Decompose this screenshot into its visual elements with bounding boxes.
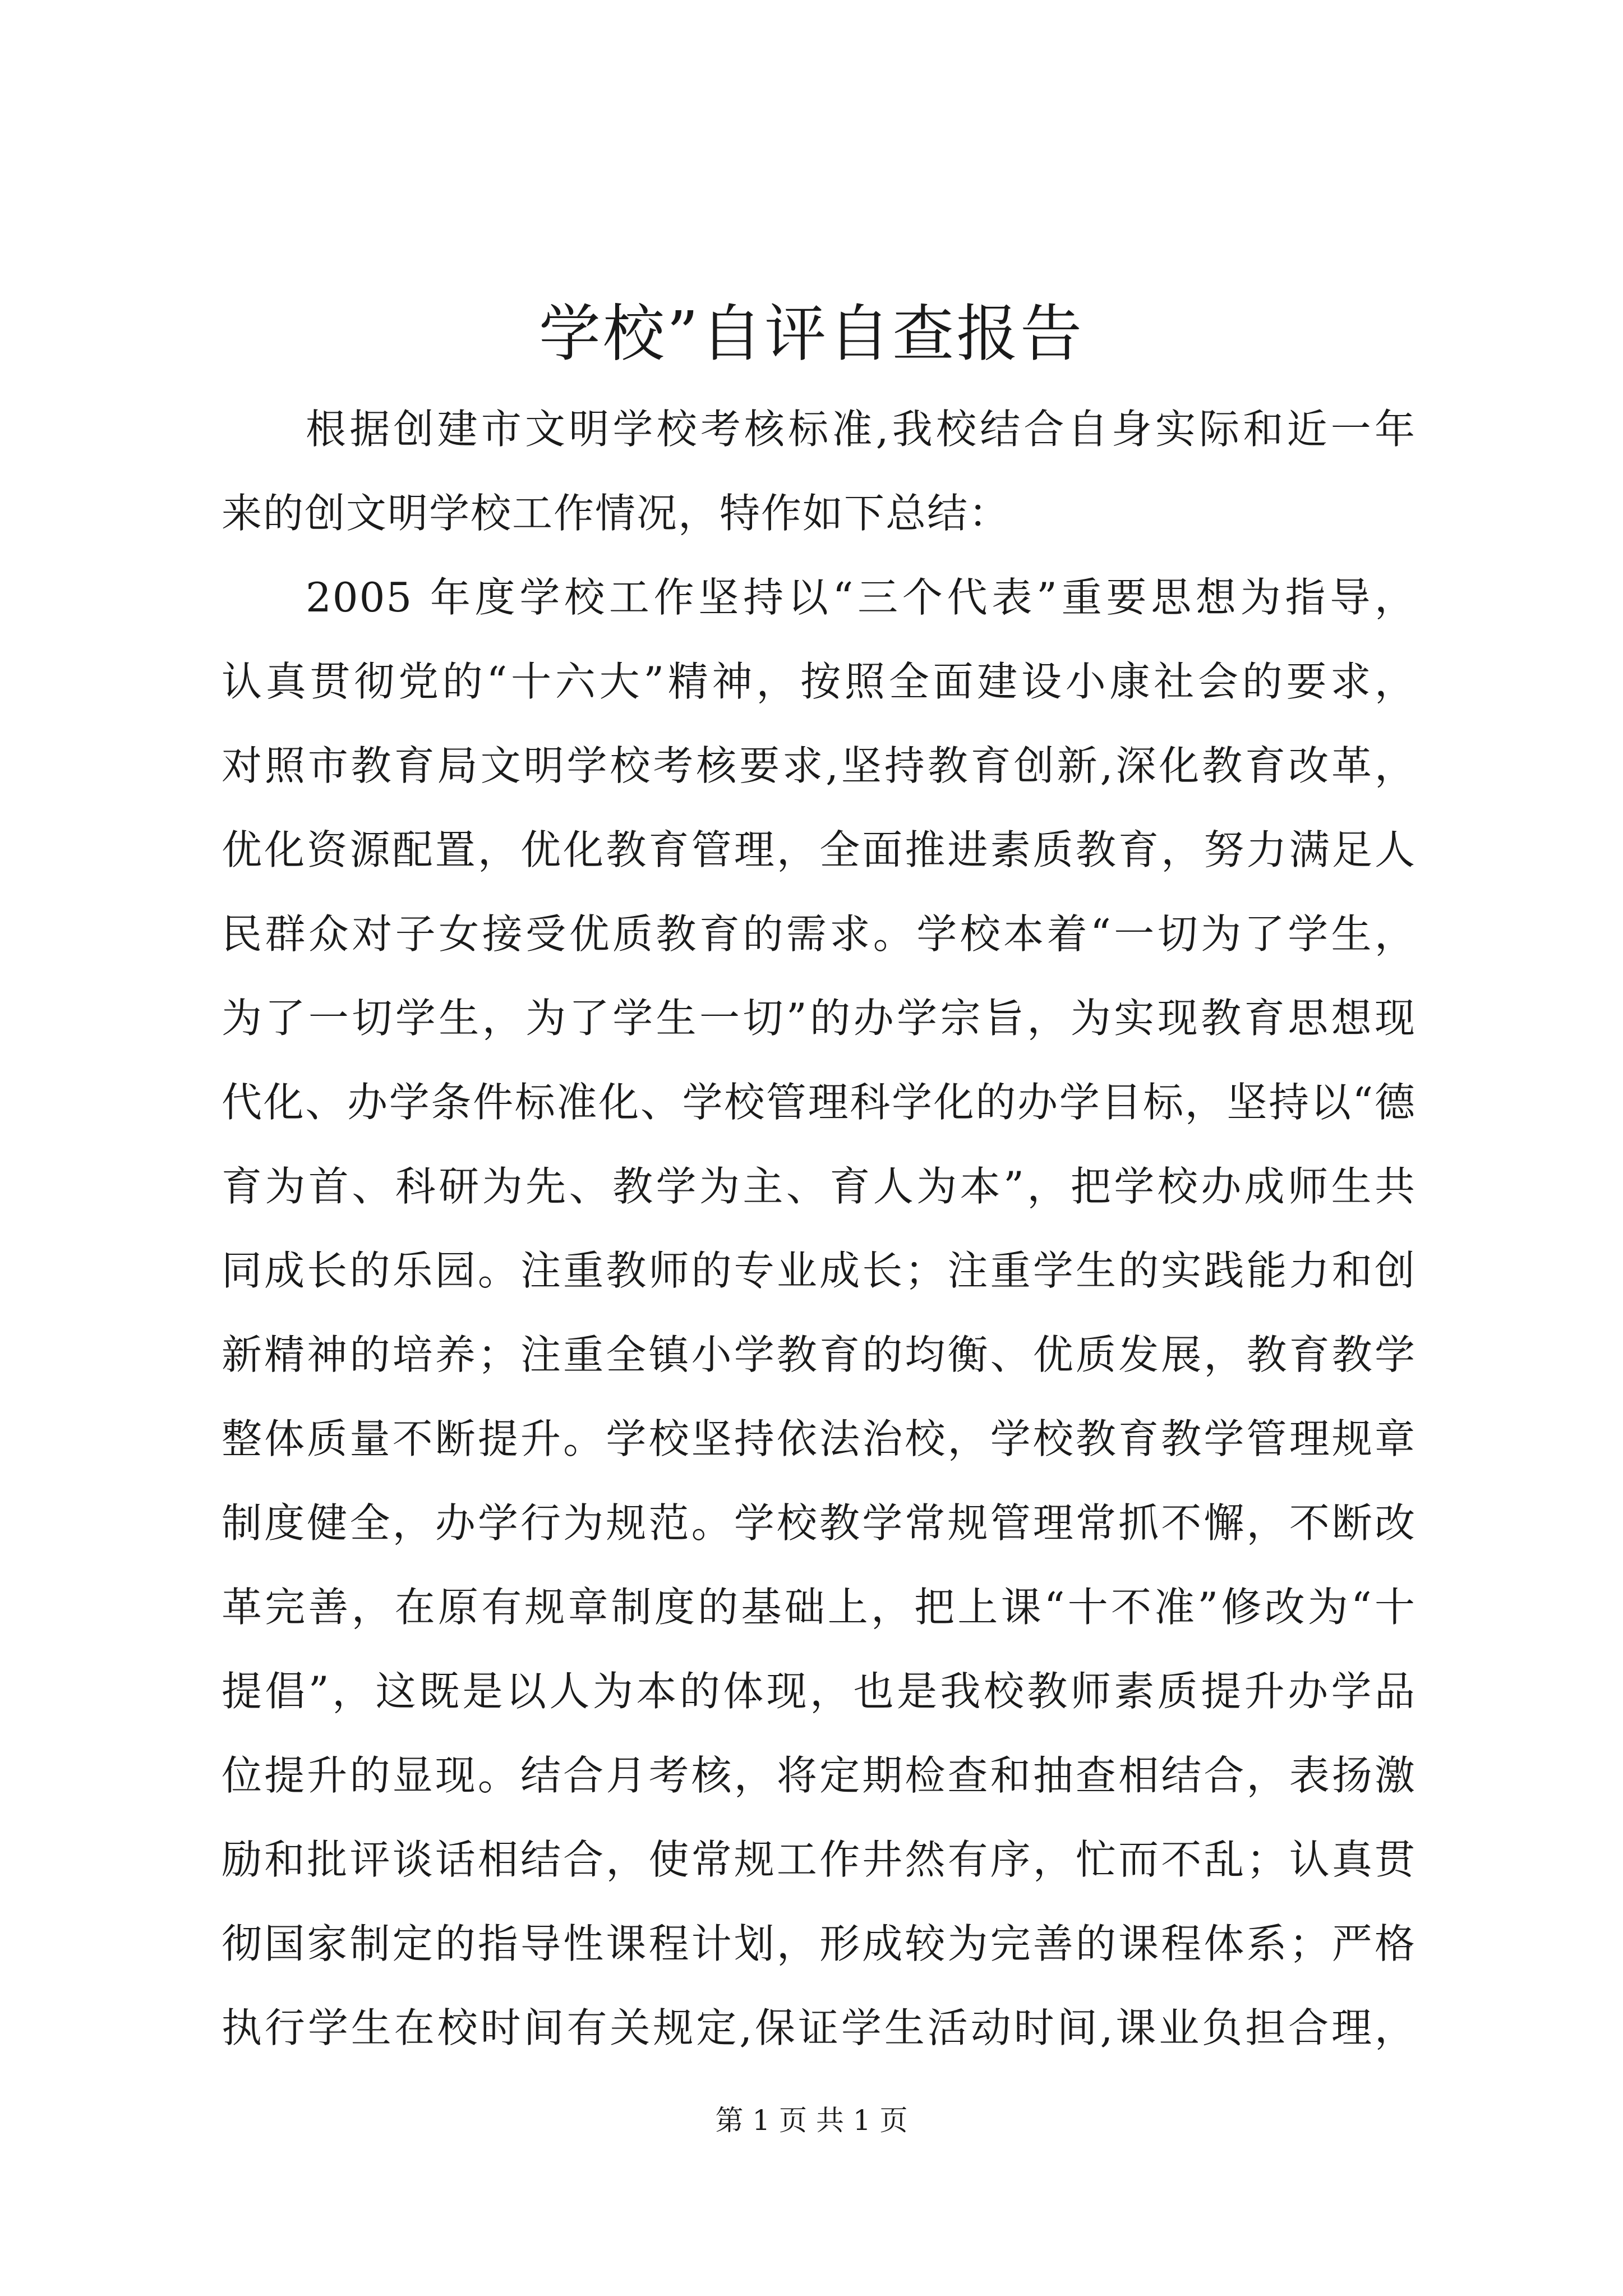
paragraph-line: 制度健全，办学行为规范。学校教学常规管理常抓不懈，不断改: [222, 1499, 1416, 1547]
paragraph-1: [222, 387, 1416, 555]
paragraph-line: 2005 年度学校工作坚持以“三个代表”重要思想为指导，: [306, 574, 1416, 621]
paragraph-line: 同成长的乐园。注重教师的专业成长；注重学生的实践能力和创: [222, 1247, 1416, 1294]
paragraph-line: 提倡”，这既是以人为本的体现，也是我校教师素质提升办学品: [222, 1668, 1416, 1715]
page-footer: 第 1 页 共 1 页: [715, 2104, 908, 2137]
paragraph-line: 励和批评谈话相结合，使常规工作井然有序，忙而不乱；认真贯: [222, 1836, 1416, 1883]
paragraph-line: 对照市教育局文明学校考核要求,坚持教育创新,深化教育改革，: [222, 742, 1416, 789]
paragraph-line: 根据创建市文明学校考核标准,我校结合自身实际和近一年: [306, 406, 1416, 453]
document-title: 学校”自评自查报告: [538, 298, 1085, 370]
paragraph-line: 认真贯彻党的“十六大”精神，按照全面建设小康社会的要求，: [222, 658, 1416, 705]
paragraph-line: 优化资源配置，优化教育管理，全面推进素质教育，努力满足人: [222, 826, 1416, 873]
paragraph-line: 来的创文明学校工作情况，特作如下总结：: [222, 490, 1011, 537]
paragraph-line: 育为首、科研为先、教学为主、育人为本”，把学校办成师生共: [222, 1163, 1416, 1210]
document-body: [222, 387, 1416, 2070]
paragraph-line: 为了一切学生，为了学生一切”的办学宗旨，为实现教育思想现: [222, 995, 1416, 1042]
paragraph-line: 执行学生在校时间有关规定,保证学生活动时间,课业负担合理，: [222, 2004, 1416, 2051]
paragraph-line: 位提升的显现。结合月考核，将定期检查和抽查相结合，表扬激: [222, 1752, 1416, 1799]
paragraph-line: 革完善，在原有规章制度的基础上，把上课“十不准”修改为“十: [222, 1584, 1416, 1631]
paragraph-2: [222, 555, 1416, 2070]
paragraph-line: 代化、办学条件标准化、学校管理科学化的办学目标，坚持以“德: [222, 1079, 1416, 1126]
paragraph-line: 整体质量不断提升。学校坚持依法治校，学校教育教学管理规章: [222, 1415, 1416, 1462]
paragraph-line: 新精神的培养；注重全镇小学教育的均衡、优质发展，教育教学: [222, 1331, 1416, 1378]
paragraph-line: 彻国家制定的指导性课程计划，形成较为完善的课程体系；严格: [222, 1920, 1416, 1967]
paragraph-line: 民群众对子女接受优质教育的需求。学校本着“一切为了学生，: [222, 910, 1416, 958]
